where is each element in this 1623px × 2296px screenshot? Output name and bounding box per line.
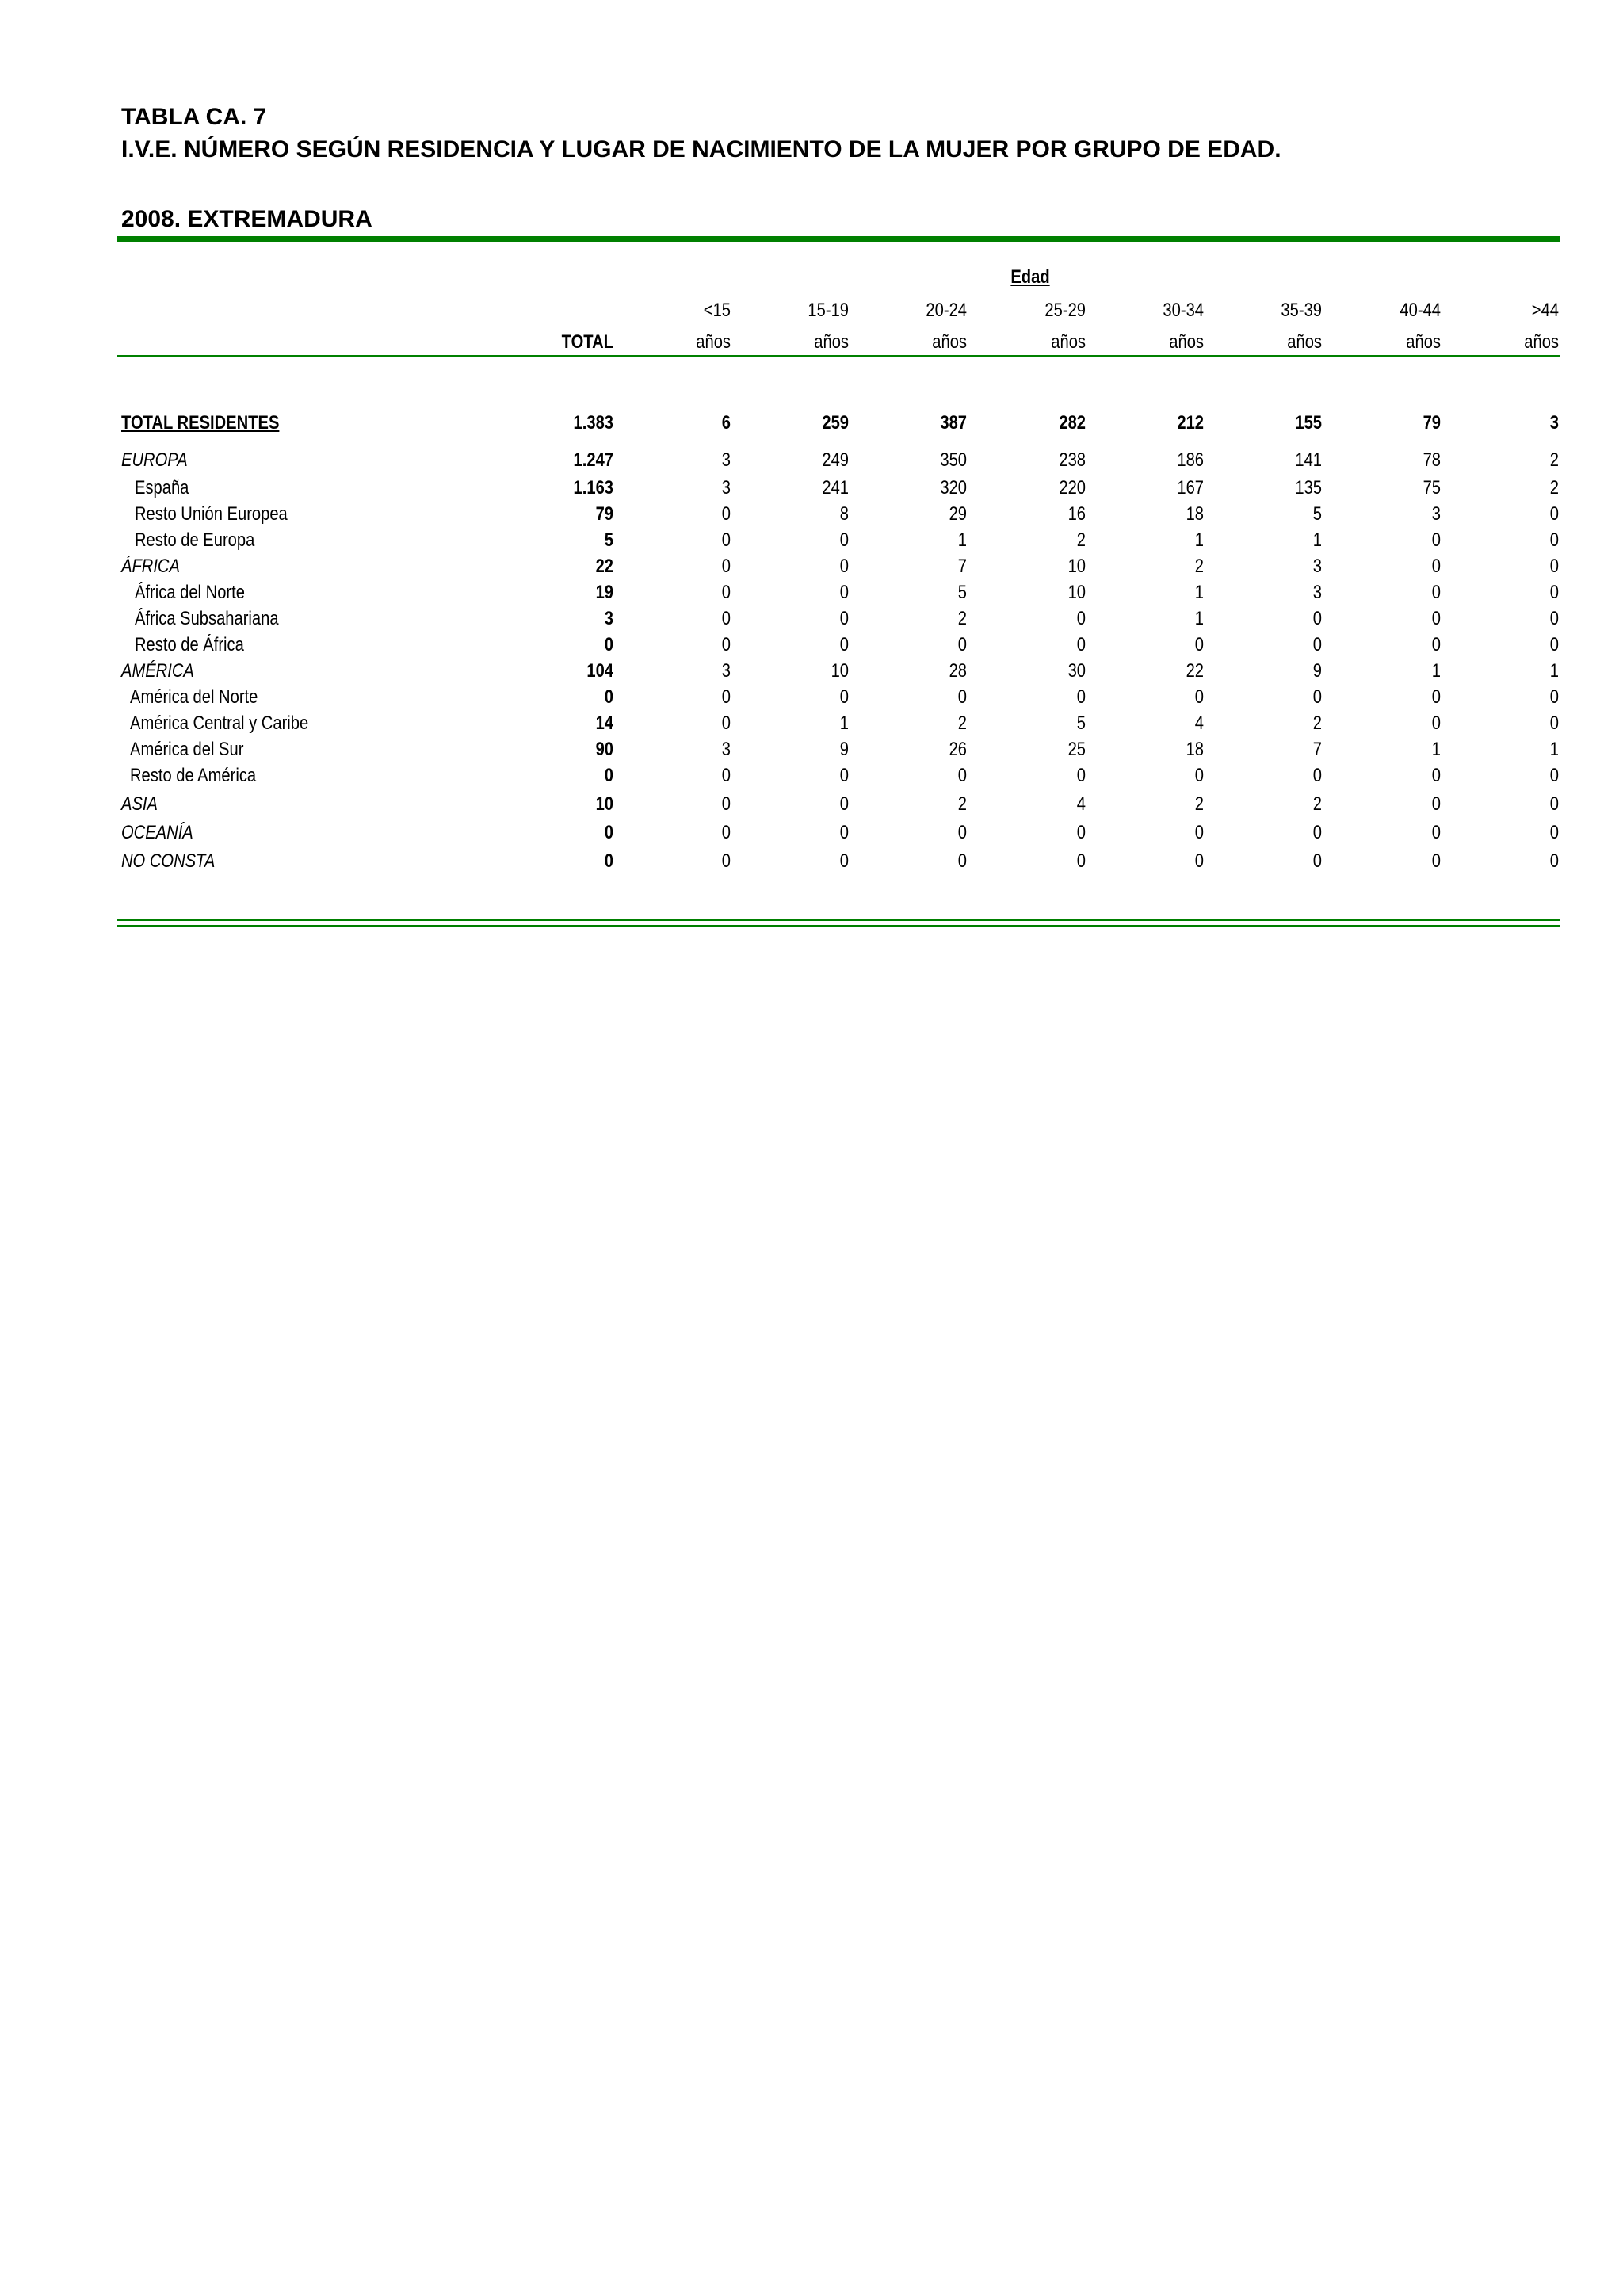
table-cell: 0 [1431, 634, 1441, 655]
table-cell: 0 [1549, 582, 1559, 603]
table-cell: 259 [822, 412, 849, 434]
table-row-label: OCEANÍA [121, 822, 193, 843]
table-cell: 2 [1194, 556, 1204, 577]
table-cell: 1 [1194, 529, 1204, 551]
table-cell: 9 [839, 739, 849, 760]
table-cell: 4 [1076, 793, 1086, 815]
age-group-header: Edad [1010, 266, 1050, 288]
table-cell: 0 [721, 765, 731, 786]
table-cell: 0 [721, 582, 731, 603]
table-cell: 155 [1295, 412, 1322, 434]
table-row-total: 1.163 [573, 477, 613, 499]
top-green-rule [117, 236, 1560, 242]
table-cell: 0 [1549, 765, 1559, 786]
table-cell: 186 [1177, 449, 1204, 471]
age-column-unit: años [1169, 331, 1204, 353]
table-row-total: 0 [604, 634, 613, 655]
table-cell: 75 [1423, 477, 1441, 499]
table-cell: 3 [721, 739, 731, 760]
table-cell: 5 [1312, 503, 1322, 525]
age-column-unit: años [932, 331, 967, 353]
table-cell: 1 [839, 712, 849, 734]
table-cell: 0 [957, 686, 967, 708]
table-cell: 7 [957, 556, 967, 577]
age-column-range: >44 [1531, 300, 1559, 321]
table-row-label: ÁFRICA [121, 556, 180, 577]
table-cell: 1 [1549, 739, 1559, 760]
table-cell: 5 [957, 582, 967, 603]
table-cell: 0 [839, 582, 849, 603]
table-cell: 0 [1431, 608, 1441, 629]
table-cell: 1 [1312, 529, 1322, 551]
table-cell: 2 [1549, 449, 1559, 471]
table-cell: 18 [1186, 739, 1204, 760]
table-cell: 5 [1076, 712, 1086, 734]
table-cell: 2 [957, 793, 967, 815]
table-row-total: 22 [595, 556, 613, 577]
table-cell: 29 [949, 503, 967, 525]
table-cell: 0 [1312, 608, 1322, 629]
table-row-label: EUROPA [121, 449, 188, 471]
table-cell: 22 [1186, 660, 1204, 682]
table-cell: 0 [721, 712, 731, 734]
table-cell: 2 [1076, 529, 1086, 551]
table-cell: 0 [839, 765, 849, 786]
table-subtitle: 2008. EXTREMADURA [121, 206, 372, 232]
table-cell: 7 [1312, 739, 1322, 760]
table-cell: 0 [721, 634, 731, 655]
table-cell: 8 [839, 503, 849, 525]
table-row-total: 1.383 [573, 412, 613, 434]
table-row-label: España [135, 477, 189, 499]
table-cell: 0 [721, 529, 731, 551]
table-cell: 0 [1076, 850, 1086, 872]
age-column-range: 25-29 [1044, 300, 1086, 321]
table-row-label: América del Sur [130, 739, 244, 760]
table-cell: 0 [1549, 503, 1559, 525]
table-cell: 0 [1431, 822, 1441, 843]
table-cell: 1 [1431, 739, 1441, 760]
table-cell: 3 [1431, 503, 1441, 525]
table-row-label: África del Norte [135, 582, 245, 603]
table-cell: 0 [957, 634, 967, 655]
age-column-unit: años [1051, 331, 1086, 353]
table-cell: 0 [1312, 686, 1322, 708]
table-cell: 25 [1067, 739, 1086, 760]
table-cell: 6 [721, 412, 731, 434]
table-row-label: Resto Unión Europea [135, 503, 288, 525]
table-title: I.V.E. NÚMERO SEGÚN RESIDENCIA Y LUGAR DE NACIMIENTO DE LA MUJER POR GRUPO DE EDAD. [121, 136, 1281, 162]
table-cell: 0 [1549, 608, 1559, 629]
table-cell: 0 [1549, 850, 1559, 872]
table-cell: 0 [1076, 686, 1086, 708]
table-cell: 0 [1549, 529, 1559, 551]
table-row-total: 79 [595, 503, 613, 525]
table-cell: 141 [1295, 449, 1322, 471]
table-cell: 0 [1312, 822, 1322, 843]
age-column-range: 30-34 [1163, 300, 1204, 321]
table-row-total: 3 [604, 608, 613, 629]
age-column-range: 20-24 [926, 300, 967, 321]
table-cell: 1 [1194, 608, 1204, 629]
table-row-total: 1.247 [573, 449, 613, 471]
table-cell: 0 [1194, 634, 1204, 655]
table-row-label: África Subsahariana [135, 608, 279, 629]
table-cell: 0 [839, 608, 849, 629]
table-cell: 212 [1177, 412, 1204, 434]
table-cell: 0 [1076, 822, 1086, 843]
table-cell: 0 [839, 793, 849, 815]
table-cell: 238 [1059, 449, 1086, 471]
table-row-label: Resto de Europa [135, 529, 255, 551]
table-cell: 0 [1194, 765, 1204, 786]
table-cell: 0 [839, 822, 849, 843]
table-cell: 0 [1549, 556, 1559, 577]
table-cell: 0 [1431, 582, 1441, 603]
table-row-total: 5 [604, 529, 613, 551]
table-cell: 0 [721, 850, 731, 872]
table-row-total: 0 [604, 822, 613, 843]
table-cell: 0 [721, 608, 731, 629]
table-row-total: 19 [595, 582, 613, 603]
table-cell: 2 [1549, 477, 1559, 499]
bottom-green-rule-2 [117, 925, 1560, 927]
table-row-total: 0 [604, 765, 613, 786]
table-cell: 1 [1194, 582, 1204, 603]
table-cell: 0 [1549, 793, 1559, 815]
age-column-range: 15-19 [808, 300, 849, 321]
table-cell: 26 [949, 739, 967, 760]
table-row-label: TOTAL RESIDENTES [121, 412, 280, 434]
age-column-range: 40-44 [1400, 300, 1441, 321]
table-cell: 3 [721, 660, 731, 682]
table-cell: 9 [1312, 660, 1322, 682]
table-cell: 249 [822, 449, 849, 471]
table-row-label: AMÉRICA [121, 660, 194, 682]
table-cell: 135 [1295, 477, 1322, 499]
table-cell: 0 [721, 793, 731, 815]
table-cell: 0 [1312, 765, 1322, 786]
total-column-header: TOTAL [561, 331, 613, 353]
table-cell: 0 [1431, 793, 1441, 815]
table-row-total: 0 [604, 850, 613, 872]
header-green-rule [117, 355, 1560, 357]
table-cell: 0 [1431, 712, 1441, 734]
table-cell: 387 [940, 412, 967, 434]
table-cell: 3 [721, 449, 731, 471]
table-cell: 78 [1423, 449, 1441, 471]
table-cell: 0 [721, 686, 731, 708]
table-cell: 167 [1177, 477, 1204, 499]
table-cell: 0 [1431, 765, 1441, 786]
table-cell: 1 [957, 529, 967, 551]
age-column-unit: años [1287, 331, 1322, 353]
table-cell: 1 [1549, 660, 1559, 682]
table-number: TABLA CA. 7 [121, 104, 267, 130]
table-cell: 2 [1312, 793, 1322, 815]
table-cell: 0 [1194, 686, 1204, 708]
table-cell: 0 [1076, 765, 1086, 786]
table-cell: 350 [940, 449, 967, 471]
table-row-total: 10 [595, 793, 613, 815]
table-cell: 0 [1076, 608, 1086, 629]
age-column-unit: años [696, 331, 731, 353]
bottom-green-rule-1 [117, 919, 1560, 921]
table-cell: 2 [957, 608, 967, 629]
age-column-unit: años [814, 331, 849, 353]
table-cell: 10 [831, 660, 849, 682]
table-cell: 0 [839, 634, 849, 655]
table-cell: 30 [1067, 660, 1086, 682]
table-cell: 18 [1186, 503, 1204, 525]
table-cell: 2 [1194, 793, 1204, 815]
table-cell: 0 [839, 529, 849, 551]
table-cell: 0 [1549, 634, 1559, 655]
table-cell: 0 [957, 850, 967, 872]
table-cell: 3 [1312, 556, 1322, 577]
table-cell: 79 [1423, 412, 1441, 434]
table-cell: 2 [1312, 712, 1322, 734]
table-cell: 10 [1067, 556, 1086, 577]
table-cell: 282 [1059, 412, 1086, 434]
table-cell: 16 [1067, 503, 1086, 525]
table-cell: 0 [1431, 529, 1441, 551]
table-cell: 0 [1076, 634, 1086, 655]
table-cell: 241 [822, 477, 849, 499]
table-cell: 0 [1431, 556, 1441, 577]
table-cell: 220 [1059, 477, 1086, 499]
table-cell: 3 [1312, 582, 1322, 603]
table-cell: 0 [1549, 822, 1559, 843]
table-cell: 0 [1549, 686, 1559, 708]
table-cell: 320 [940, 477, 967, 499]
table-cell: 0 [1194, 850, 1204, 872]
table-cell: 4 [1194, 712, 1204, 734]
table-cell: 0 [1431, 686, 1441, 708]
table-cell: 3 [1549, 412, 1559, 434]
table-row-total: 90 [595, 739, 613, 760]
table-cell: 0 [1312, 850, 1322, 872]
table-row-label: ASIA [121, 793, 158, 815]
table-cell: 0 [957, 765, 967, 786]
table-cell: 0 [1194, 822, 1204, 843]
table-cell: 1 [1431, 660, 1441, 682]
table-cell: 0 [1549, 712, 1559, 734]
age-column-range: <15 [703, 300, 731, 321]
table-row-label: NO CONSTA [121, 850, 216, 872]
table-cell: 0 [839, 686, 849, 708]
table-cell: 0 [1312, 634, 1322, 655]
table-cell: 28 [949, 660, 967, 682]
table-cell: 3 [721, 477, 731, 499]
table-cell: 0 [721, 556, 731, 577]
table-row-label: América Central y Caribe [130, 712, 309, 734]
table-cell: 10 [1067, 582, 1086, 603]
age-column-unit: años [1406, 331, 1441, 353]
table-cell: 0 [957, 822, 967, 843]
age-column-range: 35-39 [1281, 300, 1322, 321]
table-row-total: 0 [604, 686, 613, 708]
table-row-label: Resto de América [130, 765, 257, 786]
table-row-label: América del Norte [130, 686, 258, 708]
table-cell: 0 [721, 822, 731, 843]
table-cell: 2 [957, 712, 967, 734]
age-column-unit: años [1524, 331, 1559, 353]
table-cell: 0 [839, 556, 849, 577]
table-row-total: 104 [586, 660, 613, 682]
table-cell: 0 [839, 850, 849, 872]
table-row-label: Resto de África [135, 634, 244, 655]
table-cell: 0 [1431, 850, 1441, 872]
table-cell: 0 [721, 503, 731, 525]
table-row-total: 14 [595, 712, 613, 734]
